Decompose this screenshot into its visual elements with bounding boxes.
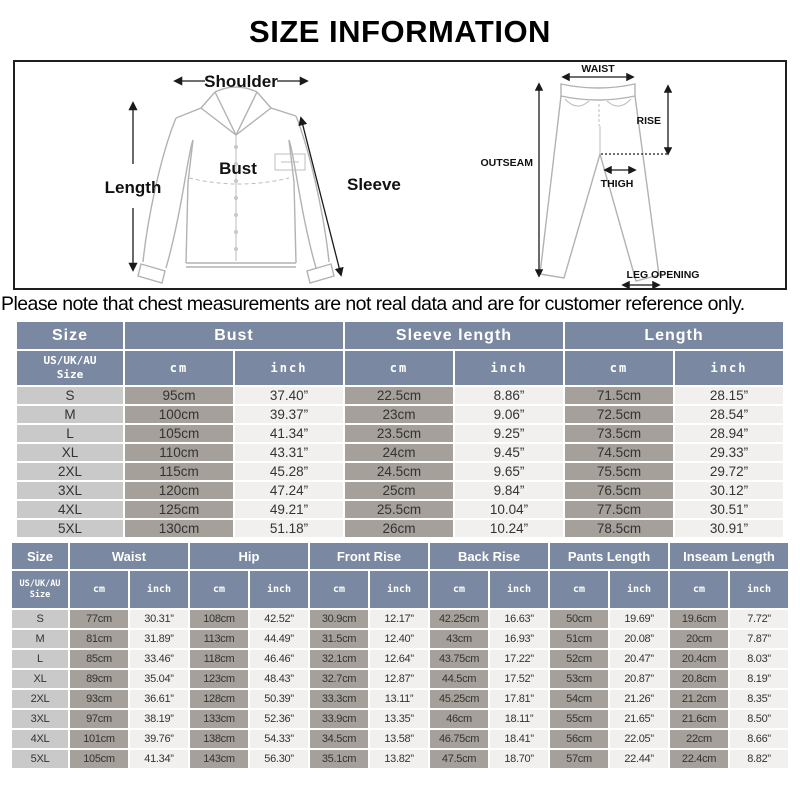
inch-value-cell: 9.84” [455,482,563,499]
cm-value-cell: 95cm [125,387,233,404]
cm-value-cell: 35.1cm [310,750,368,768]
size-cell: 2XL [12,690,68,708]
cm-value-cell: 123cm [190,670,248,688]
inch-value-cell: 13.35” [370,710,428,728]
cm-value-cell: 118cm [190,650,248,668]
bust-label: Bust [219,159,257,178]
cm-value-cell: 115cm [125,463,233,480]
unit-header-cm: cm [190,571,248,608]
cm-value-cell: 46.75cm [430,730,488,748]
cm-value-cell: 21.6cm [670,710,728,728]
cm-value-cell: 130cm [125,520,233,537]
inch-value-cell: 13.82” [370,750,428,768]
cm-value-cell: 31.5cm [310,630,368,648]
table-row [17,425,783,442]
group-header-row [12,543,788,569]
cm-value-cell: 97cm [70,710,128,728]
unit-header-row [17,351,783,385]
cm-value-cell: 23.5cm [345,425,453,442]
size-cell: S [12,610,68,628]
cm-value-cell: 24cm [345,444,453,461]
table-row [17,501,783,518]
cm-value-cell: 74.5cm [565,444,673,461]
column-header-front-rise: Front Rise [310,543,428,569]
column-header-length: Length [565,322,783,349]
inch-value-cell: 13.58” [370,730,428,748]
inch-value-cell: 9.45” [455,444,563,461]
unit-header-cm: cm [430,571,488,608]
column-header-sleeve-length: Sleeve length [345,322,563,349]
unit-header-inch: inch [730,571,788,608]
inch-value-cell: 10.24” [455,520,563,537]
cm-value-cell: 143cm [190,750,248,768]
cm-value-cell: 46cm [430,710,488,728]
inch-value-cell: 36.61” [130,690,188,708]
cm-value-cell: 101cm [70,730,128,748]
size-cell: XL [12,670,68,688]
measurement-diagrams [13,60,787,290]
cm-value-cell: 105cm [125,425,233,442]
unit-header-row [12,571,788,608]
table-row [12,630,788,648]
thigh-label: THIGH [600,178,634,190]
inch-value-cell: 12.17” [370,610,428,628]
unit-header-cm: cm [670,571,728,608]
cm-value-cell: 32.7cm [310,670,368,688]
cm-value-cell: 53cm [550,670,608,688]
inch-value-cell: 9.65” [455,463,563,480]
cm-value-cell: 71.5cm [565,387,673,404]
unit-header-cm: cm [125,351,233,385]
cm-value-cell: 77cm [70,610,128,628]
cm-value-cell: 24.5cm [345,463,453,480]
table-row [17,482,783,499]
inch-value-cell: 20.08” [610,630,668,648]
inch-value-cell: 8.35” [730,690,788,708]
unit-header-inch: inch [675,351,783,385]
inch-value-cell: 45.28” [235,463,343,480]
inch-value-cell: 51.18” [235,520,343,537]
size-cell: 4XL [17,501,123,518]
cm-value-cell: 43.75cm [430,650,488,668]
cm-value-cell: 20.4cm [670,650,728,668]
cm-value-cell: 133cm [190,710,248,728]
size-cell: 3XL [12,710,68,728]
size-cell: 3XL [17,482,123,499]
cm-value-cell: 89cm [70,670,128,688]
cm-value-cell: 25cm [345,482,453,499]
inch-value-cell: 10.04” [455,501,563,518]
size-standard-header: US/UK/AU Size [12,571,68,608]
inch-value-cell: 50.39” [250,690,308,708]
column-header-size: Size [12,543,68,569]
table-row [12,710,788,728]
sleeve-label: Sleeve [347,175,401,194]
column-header-pants-length: Pants Length [550,543,668,569]
size-cell: L [17,425,123,442]
inch-value-cell: 56.30” [250,750,308,768]
unit-header-inch: inch [250,571,308,608]
leg-opening-label: LEG OPENING [626,269,700,281]
inch-value-cell: 30.91” [675,520,783,537]
shirt-size-table [15,320,785,539]
inch-value-cell: 16.93” [490,630,548,648]
unit-header-inch: inch [490,571,548,608]
pants-diagram [453,62,783,288]
column-header-inseam-length: Inseam Length [670,543,788,569]
column-header-size: Size [17,322,123,349]
inch-value-cell: 18.41” [490,730,548,748]
column-header-waist: Waist [70,543,188,569]
inch-value-cell: 8.50” [730,710,788,728]
inch-value-cell: 7.72” [730,610,788,628]
unit-header-cm: cm [310,571,368,608]
table-row [17,406,783,423]
inch-value-cell: 18.70” [490,750,548,768]
length-label: Length [104,178,162,197]
inch-value-cell: 39.76” [130,730,188,748]
cm-value-cell: 43cm [430,630,488,648]
pants-size-table [10,541,790,770]
inch-value-cell: 8.19” [730,670,788,688]
inch-value-cell: 22.05” [610,730,668,748]
table-row [12,670,788,688]
cm-value-cell: 76.5cm [565,482,673,499]
inch-value-cell: 41.34” [235,425,343,442]
cm-value-cell: 20.8cm [670,670,728,688]
outseam-label: OUTSEAM [480,157,533,169]
inch-value-cell: 9.25” [455,425,563,442]
inch-value-cell: 13.11” [370,690,428,708]
page-title: SIZE INFORMATION [249,14,551,49]
cm-value-cell: 23cm [345,406,453,423]
unit-header-inch: inch [130,571,188,608]
cm-value-cell: 47.5cm [430,750,488,768]
cm-value-cell: 85cm [70,650,128,668]
inch-value-cell: 46.46” [250,650,308,668]
size-cell: 2XL [17,463,123,480]
inch-value-cell: 44.49” [250,630,308,648]
column-header-back-rise: Back Rise [430,543,548,569]
size-cell: 5XL [12,750,68,768]
inch-value-cell: 9.06” [455,406,563,423]
table-row [17,387,783,404]
cm-value-cell: 110cm [125,444,233,461]
size-cell: 5XL [17,520,123,537]
unit-header-cm: cm [550,571,608,608]
pants-outline [540,84,659,281]
inch-value-cell: 42.52” [250,610,308,628]
cm-value-cell: 30.9cm [310,610,368,628]
cm-value-cell: 26cm [345,520,453,537]
cm-value-cell: 93cm [70,690,128,708]
unit-header-inch: inch [455,351,563,385]
inch-value-cell: 17.22” [490,650,548,668]
cm-value-cell: 56cm [550,730,608,748]
cm-value-cell: 128cm [190,690,248,708]
rise-label: RISE [636,115,661,127]
cm-value-cell: 125cm [125,501,233,518]
size-standard-header: US/UK/AU Size [17,351,123,385]
inch-value-cell: 54.33” [250,730,308,748]
inch-value-cell: 28.54” [675,406,783,423]
cm-value-cell: 108cm [190,610,248,628]
inch-value-cell: 29.72” [675,463,783,480]
inch-value-cell: 8.66” [730,730,788,748]
inch-value-cell: 47.24” [235,482,343,499]
sleeve-arrow [301,118,341,275]
table-row [12,610,788,628]
inch-value-cell: 28.94” [675,425,783,442]
cm-value-cell: 72.5cm [565,406,673,423]
inch-value-cell: 8.82” [730,750,788,768]
cm-value-cell: 22cm [670,730,728,748]
inch-value-cell: 30.51” [675,501,783,518]
inch-value-cell: 38.19” [130,710,188,728]
inch-value-cell: 29.33” [675,444,783,461]
cm-value-cell: 19.6cm [670,610,728,628]
inch-value-cell: 30.31” [130,610,188,628]
cm-value-cell: 51cm [550,630,608,648]
table-row [12,690,788,708]
shoulder-label: Shoulder [204,72,278,91]
cm-value-cell: 81cm [70,630,128,648]
inch-value-cell: 33.46” [130,650,188,668]
unit-header-inch: inch [235,351,343,385]
table-row [17,520,783,537]
inch-value-cell: 19.69” [610,610,668,628]
cm-value-cell: 54cm [550,690,608,708]
size-cell: L [12,650,68,668]
inch-value-cell: 31.89” [130,630,188,648]
cm-value-cell: 42.25cm [430,610,488,628]
inch-value-cell: 21.26” [610,690,668,708]
inch-value-cell: 8.86” [455,387,563,404]
cm-value-cell: 21.2cm [670,690,728,708]
table-row [12,750,788,768]
inch-value-cell: 52.36” [250,710,308,728]
size-cell: M [17,406,123,423]
shirt-outline [138,87,334,283]
inch-value-cell: 41.34” [130,750,188,768]
cm-value-cell: 75.5cm [565,463,673,480]
table-row [12,730,788,748]
cm-value-cell: 44.5cm [430,670,488,688]
inch-value-cell: 30.12” [675,482,783,499]
inch-value-cell: 21.65” [610,710,668,728]
size-cell: S [17,387,123,404]
cm-value-cell: 22.5cm [345,387,453,404]
cm-value-cell: 113cm [190,630,248,648]
size-cell: XL [17,444,123,461]
inch-value-cell: 12.64” [370,650,428,668]
disclaimer-note: Please note that chest measurements are not real data and are for customer reference only. [1,293,745,315]
inch-value-cell: 12.40” [370,630,428,648]
cm-value-cell: 22.4cm [670,750,728,768]
shirt-diagram [25,62,445,288]
inch-value-cell: 28.15” [675,387,783,404]
column-header-hip: Hip [190,543,308,569]
table-row [12,650,788,668]
cm-value-cell: 52cm [550,650,608,668]
cm-value-cell: 78.5cm [565,520,673,537]
inch-value-cell: 17.52” [490,670,548,688]
unit-header-inch: inch [370,571,428,608]
size-cell: M [12,630,68,648]
group-header-row [17,322,783,349]
cm-value-cell: 20cm [670,630,728,648]
cm-value-cell: 120cm [125,482,233,499]
unit-header-inch: inch [610,571,668,608]
inch-value-cell: 39.37” [235,406,343,423]
table-row [17,444,783,461]
cm-value-cell: 45.25cm [430,690,488,708]
inch-value-cell: 20.87” [610,670,668,688]
cm-value-cell: 57cm [550,750,608,768]
inch-value-cell: 12.87” [370,670,428,688]
cm-value-cell: 32.1cm [310,650,368,668]
cm-value-cell: 138cm [190,730,248,748]
cm-value-cell: 34.5cm [310,730,368,748]
unit-header-cm: cm [565,351,673,385]
cm-value-cell: 33.9cm [310,710,368,728]
cm-value-cell: 25.5cm [345,501,453,518]
inch-value-cell: 17.81” [490,690,548,708]
inch-value-cell: 43.31” [235,444,343,461]
cm-value-cell: 50cm [550,610,608,628]
unit-header-cm: cm [70,571,128,608]
inch-value-cell: 48.43” [250,670,308,688]
inch-value-cell: 16.63” [490,610,548,628]
inch-value-cell: 8.03” [730,650,788,668]
size-cell: 4XL [12,730,68,748]
cm-value-cell: 105cm [70,750,128,768]
cm-value-cell: 73.5cm [565,425,673,442]
table-row [17,463,783,480]
inch-value-cell: 35.04” [130,670,188,688]
cm-value-cell: 100cm [125,406,233,423]
unit-header-cm: cm [345,351,453,385]
cm-value-cell: 77.5cm [565,501,673,518]
inch-value-cell: 20.47” [610,650,668,668]
cm-value-cell: 33.3cm [310,690,368,708]
cm-value-cell: 55cm [550,710,608,728]
inch-value-cell: 18.11” [490,710,548,728]
column-header-bust: Bust [125,322,343,349]
inch-value-cell: 22.44” [610,750,668,768]
inch-value-cell: 49.21” [235,501,343,518]
inch-value-cell: 37.40” [235,387,343,404]
waist-label: WAIST [581,63,615,75]
inch-value-cell: 7.87” [730,630,788,648]
